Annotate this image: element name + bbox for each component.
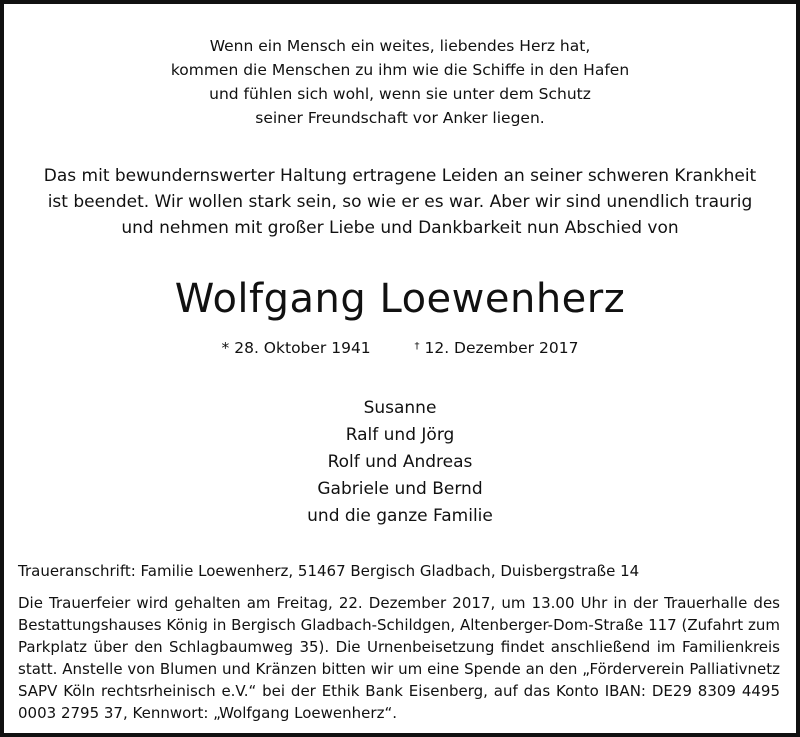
mourners-list [0, 395, 800, 530]
poem-line: kommen die Menschen zu ihm wie die Schiffe in den Hafen [170, 61, 630, 79]
poem-quote [0, 34, 800, 130]
death-date: 12. Dezember 2017 [424, 339, 579, 357]
birth-date: 28. Oktober 1941 [234, 339, 371, 357]
funeral-details: Die Trauerfeier wird gehalten am Freitag, 22. Dezember 2017, um 13.00 Uhr in der Trauerhalle des Bestattungshauses König in Bergisch Gladbach-Schildgen, Altenberger-Dom-Straße 117 (Zufahrt zum Parkplatz über den Schlagbaumweg 35). Die Urnenbeisetzung findet anschließend im Familienkreis statt. Anstelle von Blumen und Kränzen bitten wir um eine Spende an den „Förderverein Palliativnetz SAPV Köln rechtsrheinisch e.V.“ bei der Ethik Bank Eisenberg, auf das Konto IBAN: DE29 8309 4495 0003 2795 37, Kennwort: „Wolfgang Loewenherz“. [18, 594, 780, 722]
intro-line: ist beendet. Wir wollen stark sein, so wie er es war. Aber wir sind unendlich traurig [47, 192, 753, 212]
death-symbol: † [414, 341, 420, 352]
intro-line: und nehmen mit großer Liebe und Dankbarkeit nun Abschied von [121, 218, 679, 238]
poem-line: und fühlen sich wohl, wenn sie unter dem Schutz [209, 85, 591, 103]
mourner: Gabriele und Bernd [317, 479, 483, 499]
poem-line: Wenn ein Mensch ein weites, liebendes Herz hat, [209, 37, 591, 55]
mourner: und die ganze Familie [307, 506, 493, 526]
intro-text [0, 163, 800, 241]
mourner: Susanne [363, 398, 437, 418]
deceased-name: Wolfgang Loewenherz [174, 276, 626, 322]
intro-line: Das mit bewundernswerter Haltung ertragene Leiden an seiner schweren Krankheit [43, 166, 757, 186]
poem-line: seiner Freundschaft vor Anker liegen. [255, 109, 545, 127]
life-dates [0, 335, 800, 360]
mourner: Ralf und Jörg [345, 425, 455, 445]
mourning-address: Traueranschrift: Familie Loewenherz, 51467 Bergisch Gladbach, Duisbergstraße 14 [18, 562, 640, 580]
mourner: Rolf und Andreas [327, 452, 473, 472]
birth-symbol: * [221, 339, 230, 357]
